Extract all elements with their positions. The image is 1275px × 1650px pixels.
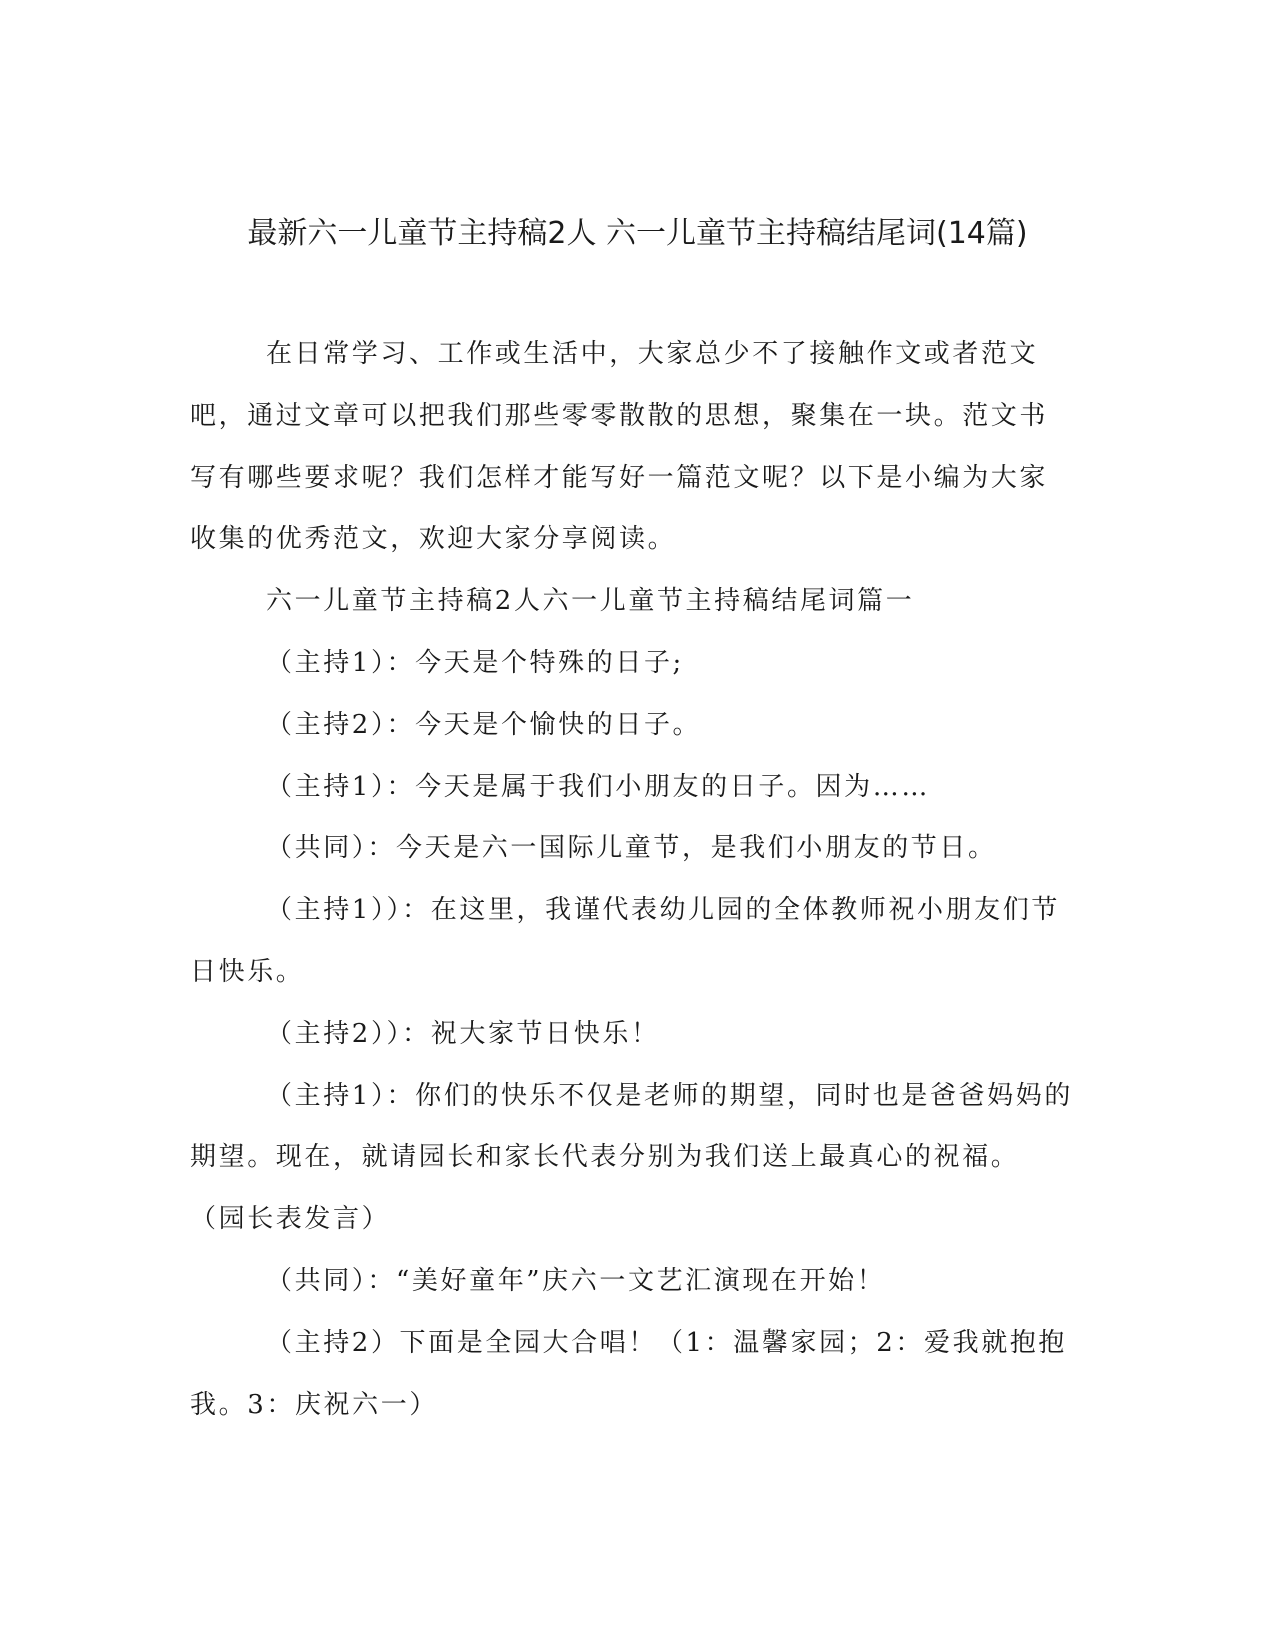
document-body <box>190 324 1075 1436</box>
document-title: 最新六一儿童节主持稿2人 六一儿童节主持稿结尾词(14篇) <box>247 216 1028 251</box>
script-line: （共同）：“美好童年”庆六一文艺汇演现在开始！ <box>266 1265 886 1296</box>
section-heading: 六一儿童节主持稿2人六一儿童节主持稿结尾词篇一 <box>266 586 915 617</box>
script-line: （共同）：今天是六一国际儿童节，是我们小朋友的节日。 <box>266 833 997 864</box>
script-line: （主持2））：祝大家节日快乐！ <box>266 1018 660 1049</box>
intro-paragraph: 在日常学习、工作或生活中，大家总少不了接触作文或者范文吧，通过文章可以把我们那些零零散散的思想，聚集在一块。范文书写有哪些要求呢？我们怎样才能写好一篇范文呢？以下是小编为大家收集的优秀范文，欢迎大家分享阅读。 <box>190 339 1049 555</box>
script-line: （主持1））：在这里，我谨代表幼儿园的全体教师祝小朋友们节日快乐。 <box>190 895 1060 987</box>
script-line: （主持1）：今天是属于我们小朋友的日子。因为…… <box>266 771 930 802</box>
script-line: （主持2）下面是全园大合唱！（1：温馨家园；2：爱我就抱抱我。3：庆祝六一） <box>190 1327 1068 1420</box>
script-line: （主持1）：今天是个特殊的日子; <box>266 647 684 678</box>
stage-direction: （园长表发言） <box>190 1204 391 1235</box>
script-line: （主持1）：你们的快乐不仅是老师的期望，同时也是爸爸妈妈的期望。现在，就请园长和家长代表分别为我们送上最真心的祝福。 <box>190 1080 1073 1173</box>
script-line: （主持2）：今天是个愉快的日子。 <box>266 709 702 740</box>
